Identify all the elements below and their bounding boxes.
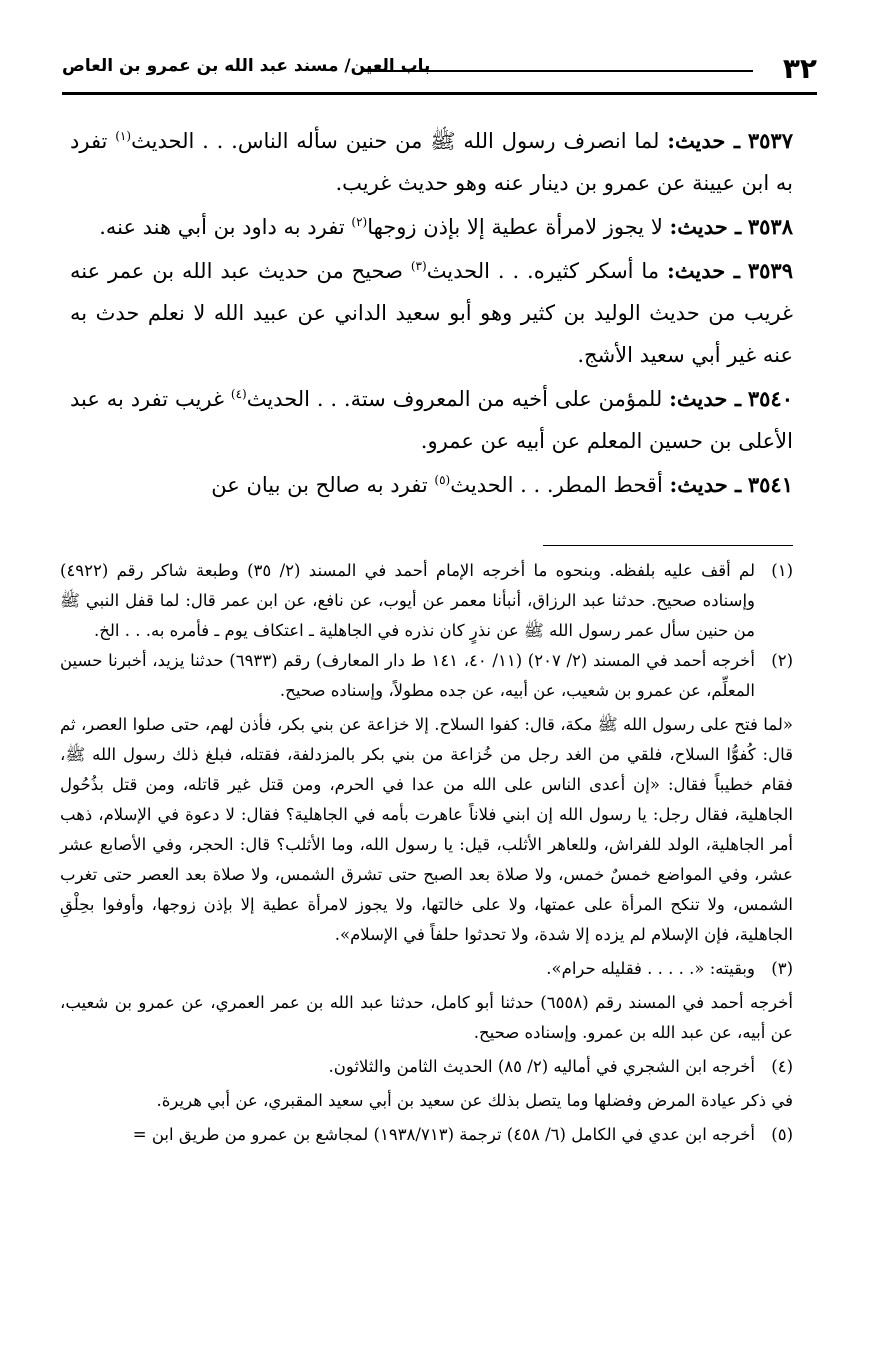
- footnote-2-quote: «لما فتح على رسول الله ﷺ مكة، قال: كفوا السلاح. إلا خزاعة عن بني بكر، فأذن لهم، حتى صلوا العصر، ثم قال: كُفوُّا السلاح، فلقي من الغد رجل من خُزاعة من بني بكر بالمزدلفة، فقتله، فبلغ ذلك رسول الله ﷺ، فقام خطيباً فقال: «إن أعدى الناس على الله من عدا في الحرم، ومن قتل غير قاتله، ومن قتل بذُحُول الجاهلية، فقال رجل: يا رسول الله إن ابني فلاناً عاهرت بأمه في الجاهلية؟ فقال: لا دعوة في الإسلام، ذهب أمر الجاهلية، الولد للفراش، وللعاهر الأثلب، قيل: يا رسول الله، وما الأثلب؟ قال: الحجر، وفي الأصابع عشر عشر، وفي المواضع خمسٌ خمس، ولا صلاة بعد الصبح حتى تشرق الشمس، ولا صلاة بعد العصر حتى تغرب الشمس، ولا تنكح المرأة على عمتها، ولا على خالتها، ولا يجوز لامرأة عطية إلا بإذن زوجها، وأوفوا بحِلْقِ الجاهلية، فإن الإسلام لم يزده إلا شدة، ولا تحدثوا حلفاً في الإسلام».: [60, 715, 793, 944]
- footnote-ref: (٥): [434, 473, 451, 487]
- hadith-comment: تفرد به ابن عيينة عن عمرو بن دينار عنه وهو حديث غريب.: [70, 129, 793, 195]
- hadith-label: ـ حديث:: [669, 386, 741, 411]
- hadith-text: أقحط المطر. . . الحديث: [450, 473, 663, 497]
- footnote-separator: [543, 545, 793, 546]
- hadith-entry: [70, 206, 793, 248]
- footnote-text: أخرجه ابن عدي في الكامل (٦/ ٤٥٨) ترجمة (١٩٣٨/٧١٣) لمجاشع بن عمرو من طريق ابن =: [132, 1125, 755, 1144]
- footnote-number: (٤): [771, 1057, 793, 1076]
- footnote-4-continuation: في ذكر عيادة المرض وفضلها وما يتصل بذلك عن سعيد بن أبي سعيد المقبري، عن أبي هريرة.: [156, 1091, 793, 1110]
- footnote-number: (١): [771, 561, 793, 580]
- hadith-number: ٣٥٤١: [747, 472, 793, 497]
- hadith-comment: صحيح من حديث عبد الله بن عمر عنه غريب من حديث الوليد بن كثير وهو أبو سعيد الداني عن عبيد الله لا نعلم حدث به عنه غير أبي سعيد الأشج.: [70, 259, 793, 367]
- footnote-5: [60, 1120, 793, 1150]
- hadith-entry: [70, 464, 793, 506]
- footnote-text: وبقيته: «. . . . . فقليله حرام».: [546, 959, 755, 978]
- hadith-text: لما انصرف رسول الله ﷺ من حنين سأله الناس. . . الحديث: [131, 129, 660, 153]
- footnotes: [60, 556, 793, 1150]
- footnote-number: (٣): [771, 959, 793, 978]
- main-text: [70, 120, 793, 508]
- hadith-entry: [70, 378, 793, 462]
- footnote-number: (٥): [771, 1125, 793, 1144]
- hadith-text: ما أسكر كثيره. . . الحديث: [426, 259, 660, 283]
- running-title: باب العين/ مسند عبد الله بن عمرو بن العاص: [62, 56, 431, 76]
- hadith-comment: تفرد به صالح بن بيان عن: [211, 473, 428, 497]
- page-number: ٣٢: [782, 52, 817, 85]
- footnote-3: [60, 954, 793, 984]
- hadith-number: ٣٥٣٩: [747, 258, 793, 283]
- footnote-4: [60, 1052, 793, 1082]
- footnote-ref: (٣): [410, 259, 427, 273]
- footnote-2: [60, 646, 793, 706]
- header-rule: [62, 92, 817, 95]
- page-header: [62, 52, 817, 92]
- hadith-number: ٣٥٣٨: [747, 214, 793, 239]
- footnote-text: أخرجه ابن الشجري في أماليه (٢/ ٨٥) الحديث الثامن والثلاثون.: [328, 1057, 755, 1076]
- hadith-comment: تفرد به داود بن أبي هند عنه.: [99, 215, 345, 239]
- footnote-1: [60, 556, 793, 646]
- hadith-number: ٣٥٤٠: [747, 386, 793, 411]
- footnote-ref: (١): [115, 129, 132, 143]
- hadith-label: ـ حديث:: [669, 472, 742, 497]
- footnote-text: لم أقف عليه بلفظه. وبنحوه ما أخرجه الإمام أحمد في المسند (٢/ ٣٥) وطبعة شاكر رقم (٤٩٢٢) وإسناده صحيح. حدثنا عبد الرزاق، أنبأنا معمر عن أيوب، عن نافع، عن ابن عمر قال: لما قفل النبي ﷺ من حنين سأل عمر رسول الله ﷺ عن نذرٍ كان نذره في الجاهلية ـ اعتكاف يوم ـ فأمره به. . . الخ.: [60, 561, 755, 640]
- hadith-label: ـ حديث:: [669, 214, 742, 239]
- footnote-3-continuation: أخرجه أحمد في المسند رقم (٦٥٥٨) حدثنا أبو كامل، حدثنا عبد الله بن عمر العمري، عن عمرو بن شعيب، عن أبيه، عن عبد الله بن عمرو. وإسناده صحيح.: [60, 993, 793, 1042]
- hadith-label: ـ حديث:: [667, 128, 741, 153]
- footnote-number: (٢): [771, 651, 793, 670]
- hadith-comment: غريب تفرد به عبد الأعلى بن حسين المعلم عن أبيه عن عمرو.: [70, 387, 793, 453]
- hadith-entry: [70, 120, 793, 204]
- hadith-number: ٣٥٣٧: [747, 128, 793, 153]
- footnote-ref: (٢): [351, 215, 368, 229]
- hadith-label: ـ حديث:: [667, 258, 740, 283]
- footnote-text: أخرجه أحمد في المسند (٢/ ٢٠٧) (١١/ ٤٠، ١٤١ ط دار المعارف) رقم (٦٩٣٣) حدثنا يزيد، أخبرنا حسين المعلِّم، عن عمرو بن شعيب، عن أبيه، عن جده مطولاً، وإسناده صحيح.: [60, 651, 755, 700]
- hadith-entry: [70, 250, 793, 376]
- footnote-ref: (٤): [230, 387, 247, 401]
- hadith-text: لا يجوز لامرأة عطية إلا بإذن زوجها: [367, 215, 663, 239]
- hadith-text: للمؤمن على أخيه من المعروف ستة. . . الحديث: [246, 387, 663, 411]
